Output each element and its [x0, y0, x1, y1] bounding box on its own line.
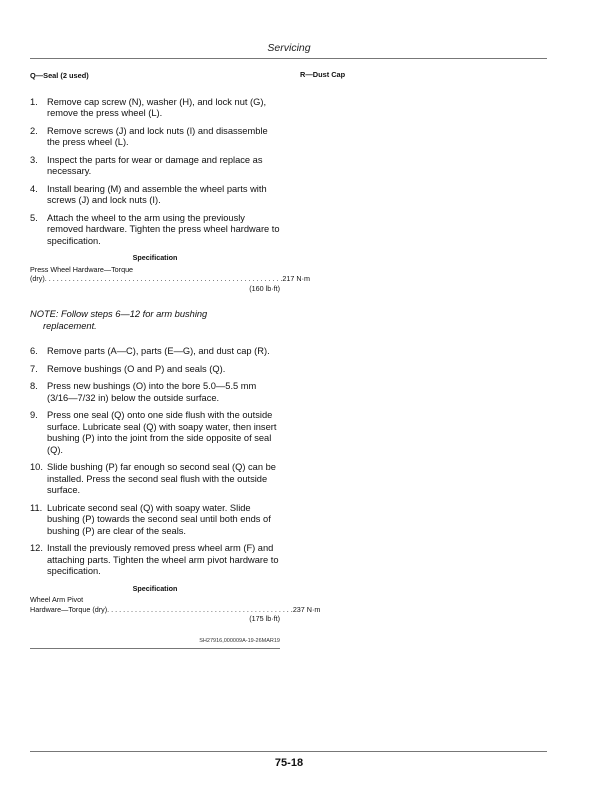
step-number: 6.	[30, 346, 38, 356]
page-footer	[0, 757, 578, 769]
spec-leader: Hardware—Torque (dry). . . . . . . . . . . . . . . . . . . . . . . . . . . . . . . . . . . . . . . . . . . . . . .	[30, 604, 293, 614]
step-text: Attach the wheel to the arm using the previously removed hardware. Tighten the press wheel hardware to specification.	[47, 212, 280, 246]
footer-rule	[30, 751, 547, 752]
spec-value: 217 N·m	[282, 274, 310, 283]
step-number: 4.	[30, 183, 38, 194]
left-column	[30, 70, 321, 649]
list-item	[30, 155, 280, 178]
spec-leader: (dry). . . . . . . . . . . . . . . . . . . . . . . . . . . . . . . . . . . . . . . . . . . . . . . . . . . . . . . . . . . .	[30, 274, 283, 283]
note-line: replacement.	[43, 320, 97, 331]
page-header	[0, 42, 578, 54]
note-line: NOTE: Follow steps 6—12 for arm bushing	[30, 309, 208, 319]
step-text: Press new bushings (O) into the bore 5.0—5.5 mm (3/16—7/32 in) below the outside surface.	[47, 381, 257, 403]
header-rule	[30, 58, 547, 59]
step-text: Install bearing (M) and assemble the wheel parts with screws (J) and lock nuts (I).	[47, 183, 267, 205]
section-heading-seal: Q—Seal (2 used)	[30, 71, 89, 80]
step-text: Remove bushings (O and P) and seals (Q).	[47, 363, 226, 374]
document-code: SH27916,000009A-19-26MAR19	[30, 636, 280, 650]
step-number: 10.	[30, 462, 43, 472]
step-text: Lubricate second seal (Q) with soapy water. Slide bushing (P) towards the second seal until both ends of bushing (P) are clear of the seals.	[47, 502, 271, 536]
step-text: Remove cap screw (N), washer (H), and lock nut (G), remove the press wheel (L).	[47, 96, 267, 118]
right-column	[300, 70, 540, 79]
list-item	[30, 462, 280, 497]
spec-item: Wheel Arm Pivot	[30, 595, 84, 604]
step-text: Remove parts (A—C), parts (E—G), and dust cap (R).	[47, 346, 270, 356]
step-number: 2.	[30, 125, 38, 136]
spec-line	[30, 604, 321, 615]
list-item	[30, 346, 280, 358]
spec-title: Specification	[132, 253, 178, 262]
specification-block-1	[30, 253, 310, 293]
specification-block-2	[30, 583, 321, 624]
step-text: Press one seal (Q) onto one side flush with the outside surface. Lubricate seal (Q) with soapy water, then insert bushing (P) into the joint from the side opposite of seal (Q).	[47, 410, 277, 455]
list-item	[30, 410, 280, 456]
spec-value: 237 N·m	[292, 604, 321, 614]
list-item	[30, 543, 280, 578]
list-item	[30, 213, 280, 248]
header-title: Servicing	[267, 42, 311, 54]
spec-alt-value: (175 lb·ft)	[249, 614, 280, 623]
list-item	[30, 126, 280, 149]
steps-list-b	[30, 346, 280, 578]
step-number: 12.	[30, 543, 43, 553]
steps-list-a	[30, 97, 280, 248]
spec-item: Press Wheel Hardware—Torque	[30, 264, 134, 274]
step-number: 3.	[30, 154, 38, 165]
spec-title: Specification	[132, 583, 178, 593]
list-item	[30, 503, 280, 538]
step-number: 11.	[30, 502, 43, 513]
step-number: 9.	[30, 410, 38, 420]
list-item	[30, 97, 280, 120]
step-number: 8.	[30, 381, 38, 391]
step-text: Remove screws (J) and lock nuts (I) and disassemble the press wheel (L).	[47, 125, 268, 147]
list-item	[30, 184, 280, 207]
page-number: 75-18	[274, 757, 304, 769]
note	[30, 309, 280, 332]
step-text: Inspect the parts for wear or damage and replace as necessary.	[47, 154, 263, 176]
step-text: Slide bushing (P) far enough so second seal (Q) can be installed. Press the second seal flush with the outside surface.	[47, 462, 276, 495]
list-item	[30, 364, 280, 376]
list-item	[30, 381, 280, 404]
step-number: 7.	[30, 363, 38, 374]
spec-line	[30, 274, 310, 284]
step-number: 1.	[30, 96, 38, 107]
step-number: 5.	[30, 212, 38, 223]
section-heading-dust-cap: R—Dust Cap	[300, 70, 346, 79]
spec-alt-value: (160 lb·ft)	[249, 283, 280, 293]
step-text: Install the previously removed press wheel arm (F) and attaching parts. Tighten the wheel arm pivot hardware to specification.	[47, 543, 279, 576]
